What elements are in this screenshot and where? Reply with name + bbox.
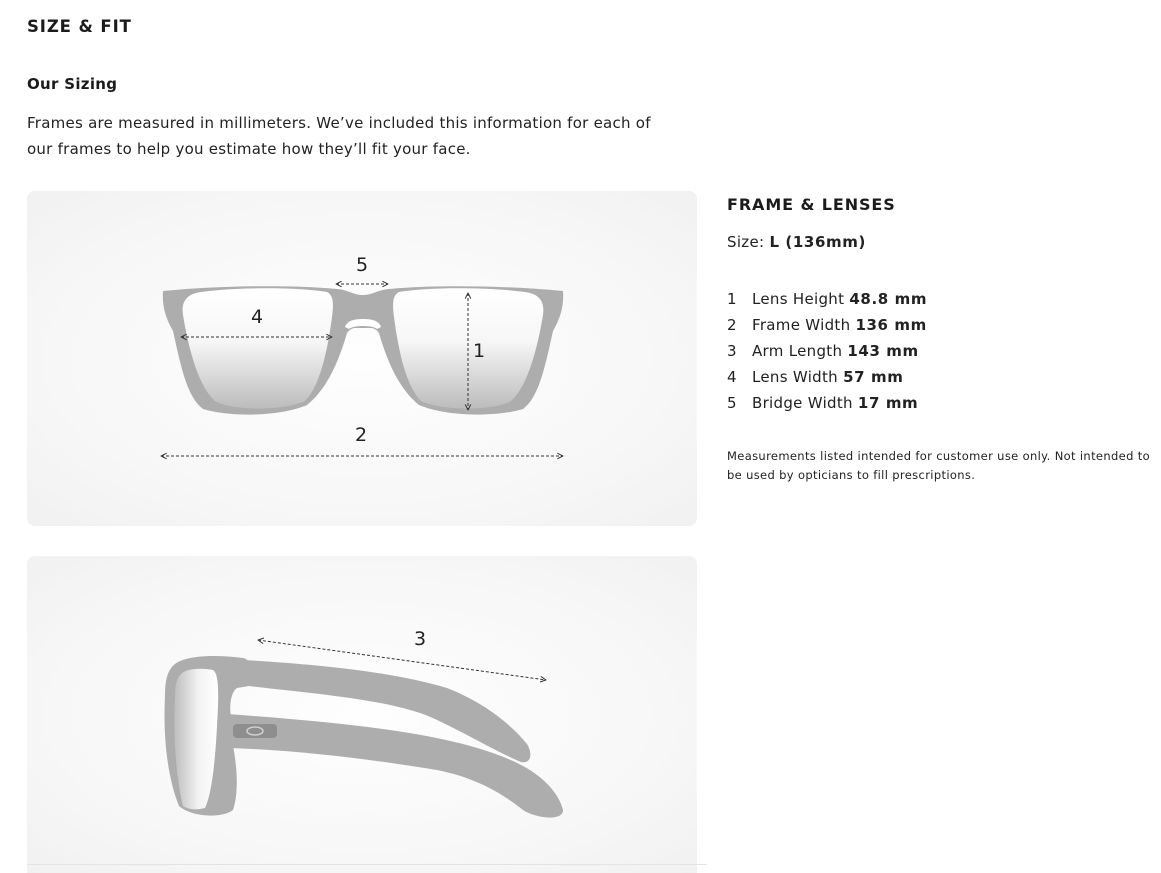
size-value: L (136mm): [769, 233, 866, 251]
disclaimer-line-1: Measurements listed intended for customer use only. Not intended to: [727, 449, 1150, 463]
measurement-value: 17 mm: [857, 394, 919, 412]
measurement-name: Arm Length: [752, 342, 843, 360]
measurement-value: 143 mm: [847, 342, 919, 360]
measurement-number: 1: [727, 290, 737, 308]
measurement-disclaimer: [727, 447, 1159, 485]
sizing-intro: [27, 110, 687, 162]
measurement-item: [727, 289, 927, 315]
measurement-number: 2: [727, 316, 737, 334]
front-view-diagram: [27, 191, 697, 526]
measurement-item: [727, 315, 927, 341]
measurement-number: 4: [727, 368, 737, 386]
our-sizing-heading: Our Sizing: [27, 75, 118, 93]
measurement-item: [727, 393, 927, 419]
temple-logo-plate: [233, 724, 277, 738]
dim-label-4: 4: [250, 306, 264, 328]
divider: [27, 864, 707, 865]
section-title: SIZE & FIT: [27, 17, 132, 36]
dim-label-3: 3: [413, 628, 427, 650]
measurement-value: 136 mm: [855, 316, 927, 334]
measurement-item: [727, 367, 927, 393]
measurement-list: [727, 289, 927, 419]
measurement-value: 57 mm: [843, 368, 904, 386]
size-line: [727, 233, 866, 251]
dim-label-2: 2: [354, 424, 368, 446]
frame-lenses-heading: FRAME & LENSES: [727, 195, 896, 214]
measurement-item: [727, 341, 927, 367]
side-view-diagram: [27, 556, 697, 873]
measurement-name: Lens Width: [752, 368, 838, 386]
dim-label-1: 1: [472, 340, 486, 362]
measurement-number: 5: [727, 394, 737, 412]
disclaimer-line-2: be used by opticians to fill prescriptions.: [727, 468, 976, 482]
measurement-number: 3: [727, 342, 737, 360]
intro-line-2: our frames to help you estimate how they’ll fit your face.: [27, 140, 471, 158]
size-label: Size:: [727, 233, 765, 251]
measurement-name: Lens Height: [752, 290, 845, 308]
dim-label-5: 5: [355, 254, 369, 276]
measurement-name: Bridge Width: [752, 394, 853, 412]
side-view-illustration: [27, 556, 697, 873]
measurement-name: Frame Width: [752, 316, 851, 334]
measurement-value: 48.8 mm: [849, 290, 928, 308]
front-view-illustration: [27, 191, 697, 526]
intro-line-1: Frames are measured in millimeters. We’ve included this information for each of: [27, 114, 651, 132]
